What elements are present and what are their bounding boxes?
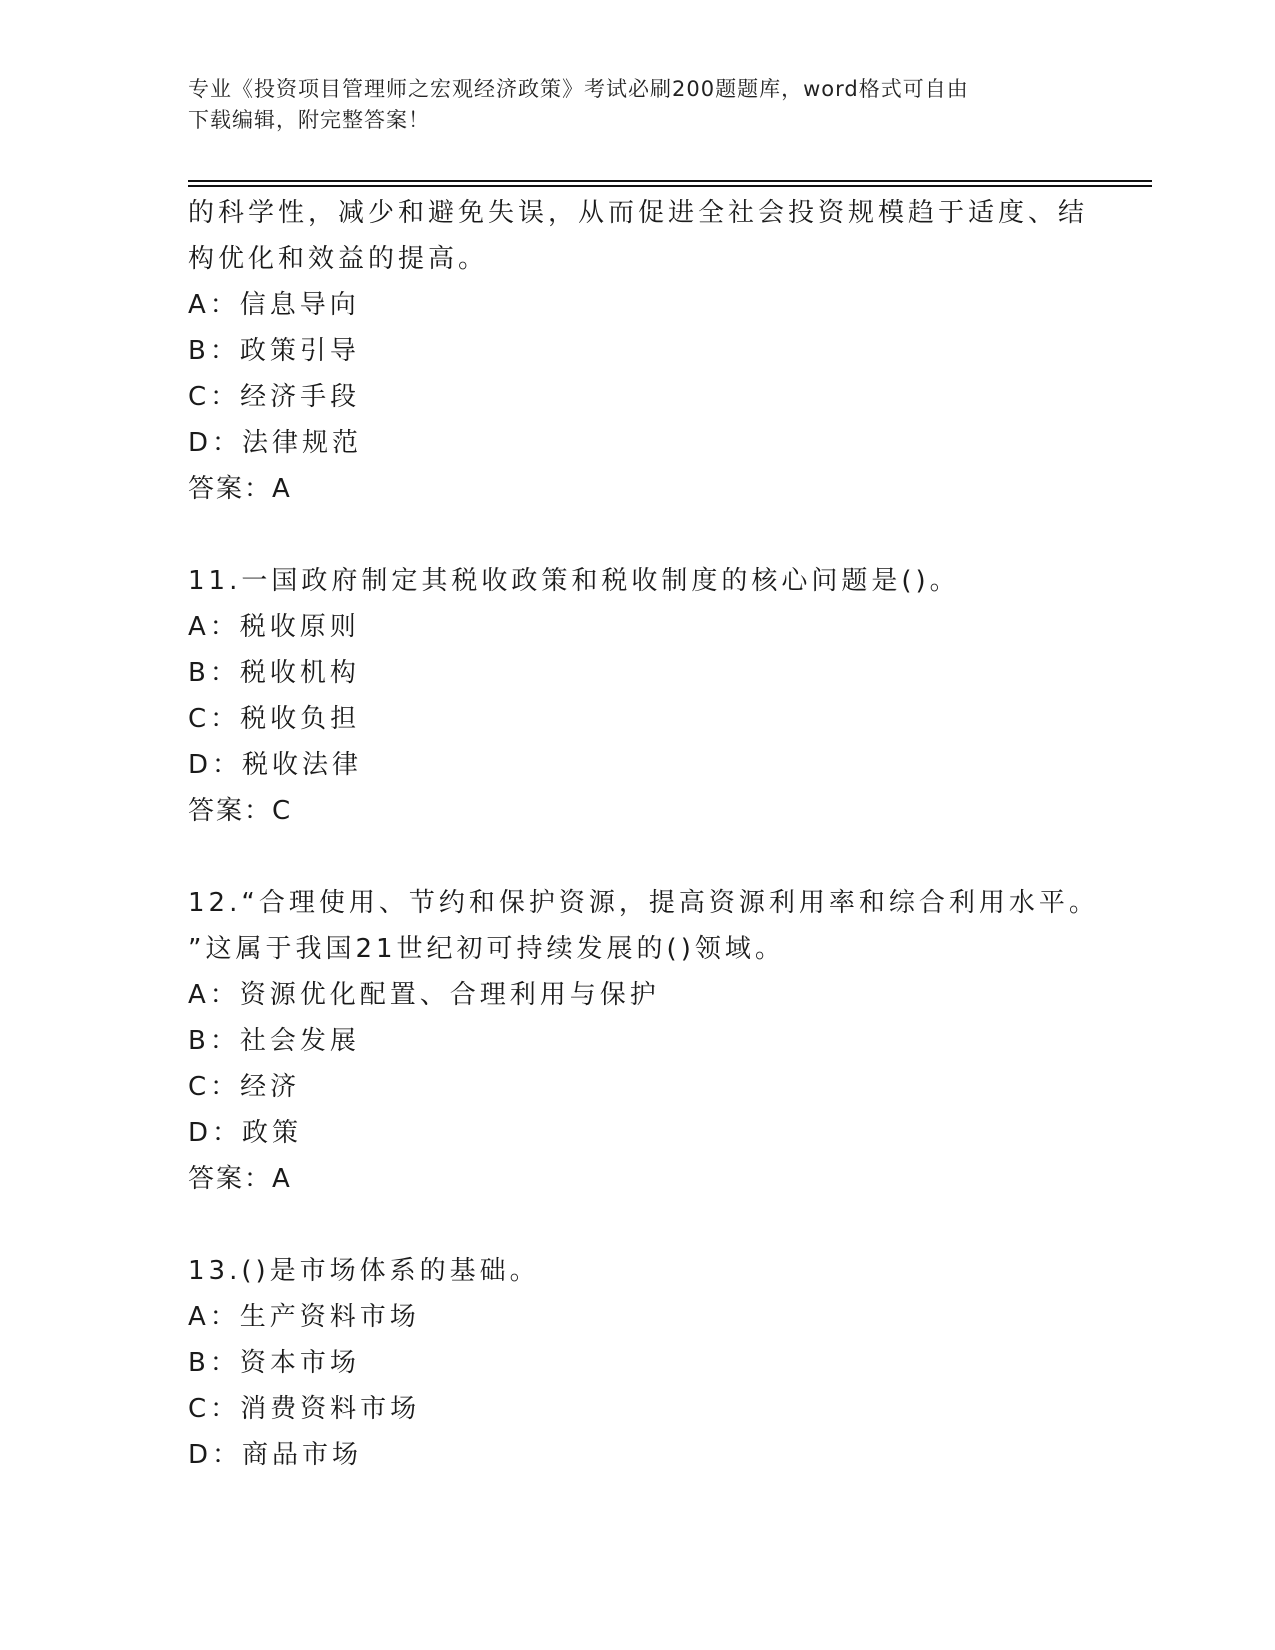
option-text: 政策 [242,1118,303,1148]
option-c [188,374,1148,420]
option-text: 消费资料市场 [240,1394,421,1424]
option-label: C： [188,382,241,412]
option-d [188,1432,1148,1478]
option-d [188,420,1148,466]
option-text: 信息导向 [239,290,360,320]
spacer [188,834,1148,880]
option-a [188,604,1148,650]
question-12 [188,880,1148,1202]
question-text-line: 12.“合理使用、节约和保护资源，提高资源利用率和综合利用水平。 [188,888,1099,918]
option-text: 生产资料市场 [239,1302,420,1332]
option-label: B： [188,336,240,366]
option-text: 税收原则 [239,612,360,642]
spacer [188,1202,1148,1248]
option-label: C： [188,1072,241,1102]
question-text-line: 的科学性，减少和避免失误，从而促进全社会投资规模趋于适度、结 [188,198,1089,228]
option-text: 税收负担 [240,704,361,734]
option-label: D： [188,1440,243,1470]
option-text: 政策引导 [239,336,360,366]
option-text: 社会发展 [239,1026,360,1056]
option-label: A： [188,290,240,320]
header-line-2: 下载编辑，附完整答案！ [188,108,430,132]
option-label: D： [188,1118,243,1148]
option-text: 商品市场 [242,1440,363,1470]
option-text: 税收法律 [242,750,363,780]
option-d [188,1110,1148,1156]
option-b [188,1018,1148,1064]
answer-line: 答案：C [188,796,293,826]
header-line-1: 专业《投资项目管理师之宏观经济政策》考试必刷200题题库，word格式可自由 [188,77,969,101]
option-label: A： [188,1302,240,1332]
option-text: 资本市场 [239,1348,360,1378]
option-label: A： [188,612,240,642]
question-11 [188,558,1148,834]
spacer [188,512,1148,558]
answer-line: 答案：A [188,1164,292,1194]
option-c [188,696,1148,742]
document-body [188,190,1148,1478]
option-text: 税收机构 [239,658,360,688]
option-b [188,1340,1148,1386]
option-c [188,1064,1148,1110]
option-label: D： [188,750,243,780]
document-header [188,74,1088,136]
question-text-line: 构优化和效益的提高。 [188,244,489,274]
option-text: 资源优化配置、合理利用与保护 [239,980,660,1010]
option-b [188,650,1148,696]
option-label: B： [188,1026,240,1056]
option-label: B： [188,658,240,688]
question-text-line: 13.()是市场体系的基础。 [188,1256,540,1286]
answer-line: 答案：A [188,474,292,504]
question-13 [188,1248,1148,1478]
option-text: 经济 [240,1072,301,1102]
option-label: C： [188,704,241,734]
header-rule-top [188,180,1152,182]
option-label: D： [188,428,243,458]
option-text: 经济手段 [240,382,361,412]
option-c [188,1386,1148,1432]
option-a [188,972,1148,1018]
option-label: A： [188,980,240,1010]
question-text-line: 11.一国政府制定其税收政策和税收制度的核心问题是()。 [188,566,960,596]
option-d [188,742,1148,788]
option-text: 法律规范 [242,428,363,458]
option-b [188,328,1148,374]
option-label: B： [188,1348,240,1378]
option-a [188,282,1148,328]
question-text-line: ”这属于我国21世纪初可持续发展的()领域。 [188,934,785,964]
option-label: C： [188,1394,241,1424]
header-rule-bottom [188,185,1152,187]
question-10-continuation [188,190,1148,512]
option-a [188,1294,1148,1340]
